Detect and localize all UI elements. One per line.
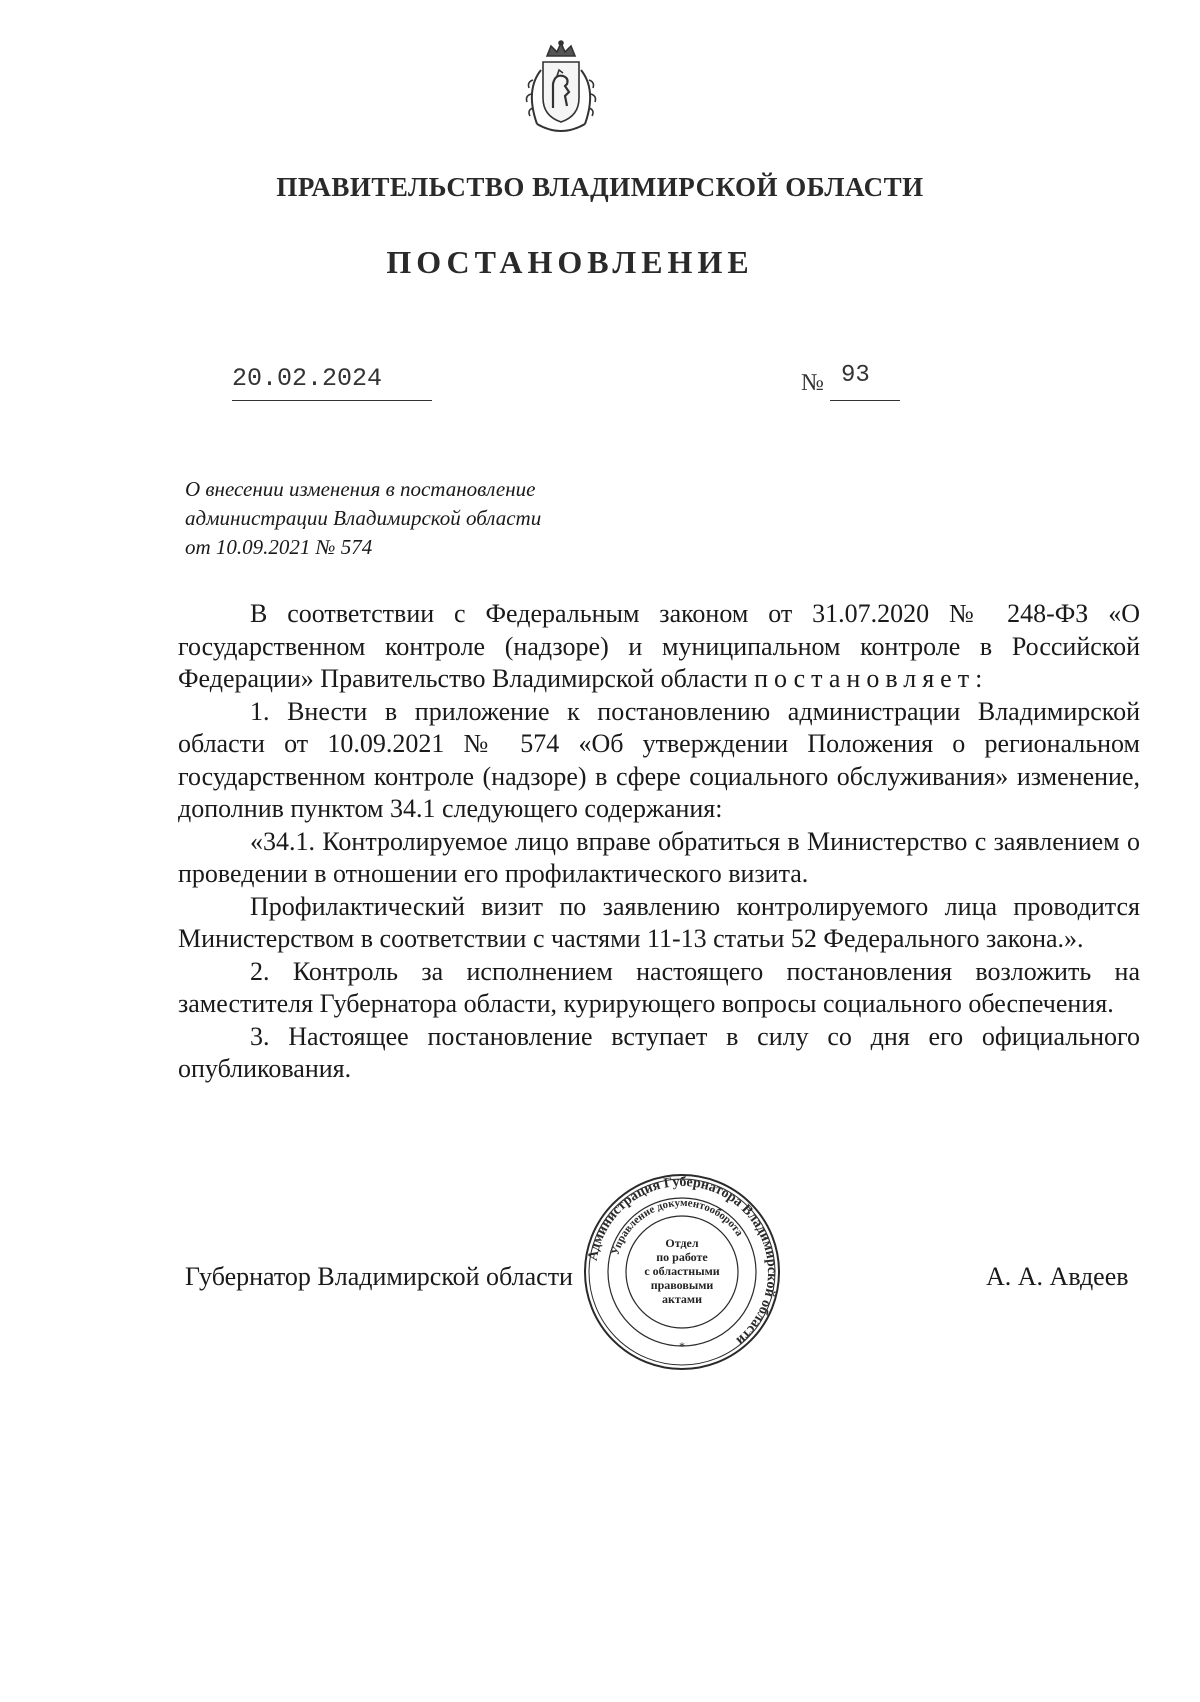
- subject-line: администрации Владимирской области: [185, 506, 542, 530]
- item-2-paragraph: 2. Контроль за исполнением настоящего постановления возложить на заместителя Губернатора области, курирующего вопросы социального обеспечения.: [178, 956, 1140, 1018]
- document-type: ПОСТАНОВЛЕНИЕ: [386, 244, 754, 280]
- item-1-paragraph: 1. Внести в приложение к постановлению администрации Владимирской области от 10.09.2021 № 574 «Об утверждении Положения о региональном государственном контроле (надзоре) в сфере социального обслуживания» изменение, дополнив пунктом 34.1 следующего содержания:: [178, 696, 1140, 823]
- subject-line: О внесении изменения в постановление: [185, 477, 536, 501]
- organization-title: ПРАВИТЕЛЬСТВО ВЛАДИМИРСКОЙ ОБЛАСТИ: [276, 172, 924, 202]
- subject-line: от 10.09.2021 № 574: [185, 535, 373, 559]
- number-underline: [830, 400, 900, 401]
- decides-word: постановляет:: [754, 664, 989, 693]
- stamp-center-line: актами: [661, 1292, 703, 1306]
- stamp-center-line: по работе: [656, 1250, 708, 1264]
- stamp-outer-text: Администрация Губернатора Владимирской области: [585, 1174, 780, 1348]
- preamble-paragraph: [178, 598, 1140, 696]
- stamp-center-line: правовыми: [650, 1278, 714, 1292]
- preamble-text: В соответствии с Федеральным законом от 31.07.2020 № 248-ФЗ «О государственном контроле (надзоре) и муниципальном контроле в Российской Федерации» Правительство Владимирской области: [178, 599, 1140, 693]
- stamp-inner-text: Управление документооборота: [609, 1196, 746, 1257]
- item-3-paragraph: 3. Настоящее постановление вступает в силу со дня его официального опубликования.: [178, 1021, 1140, 1083]
- document-subject: [185, 475, 645, 562]
- item-1-quote-paragraph: «34.1. Контролируемое лицо вправе обратиться в Министерство с заявлением о проведении в отношении его профилактического визита.: [178, 826, 1140, 888]
- stamp-center-text: [632, 1236, 732, 1306]
- document-body: [178, 598, 1140, 1086]
- stamp-center-line: с областными: [644, 1264, 720, 1278]
- stamp-center-line: Отдел: [665, 1236, 699, 1250]
- coat-of-arms-icon: [515, 40, 607, 140]
- document-date: 20.02.2024: [232, 364, 383, 393]
- item-1-quote-continuation: Профилактический визит по заявлению контролируемого лица проводится Министерством в соответствии с частями 11-13 статьи 52 Федерального закона.».: [178, 891, 1140, 953]
- number-sign: №: [801, 370, 824, 396]
- signatory-position: Губернатор Владимирской области: [185, 1262, 573, 1291]
- svg-text:*: *: [679, 1339, 685, 1353]
- signatory-name: А. А. Авдеев: [986, 1262, 1129, 1291]
- document-number: 93: [841, 362, 870, 389]
- date-underline: [232, 400, 432, 401]
